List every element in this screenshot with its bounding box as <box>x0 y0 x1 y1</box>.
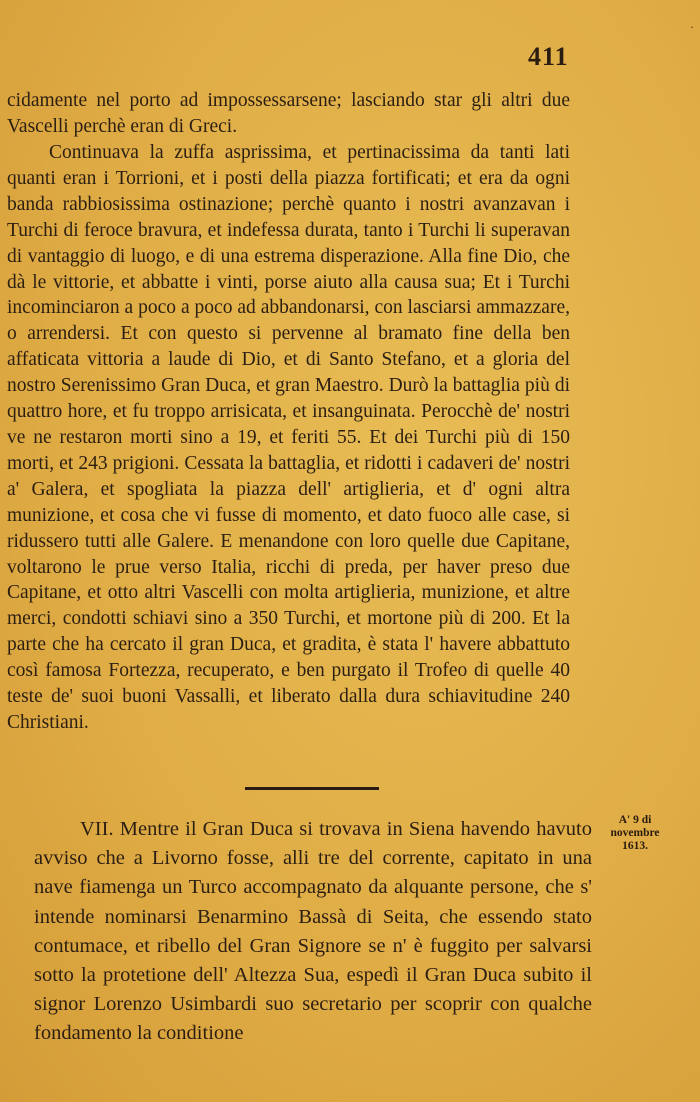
margin-note-line-2: novembre <box>610 827 660 839</box>
corner-mark: · <box>690 20 694 34</box>
paragraph-section-vii: VII. Mentre il Gran Duca si trovava in Siena havendo havuto avviso che a Livorno fosse, alli tre del corrente, capitato in una nave fiamenga un Turco accompagnato da alquante persone, che s' intende nominarsi Benarmino Bassà di Seita, che essendo stato contumace, et ribello del Gran Signore se n' è fuggito per salvarsi sotto la protetione dell' Altezza Sua, espedì il Gran Duca subito il signor Lorenzo Usimbardi suo secretario per scoprir con qualche fondamento la conditione <box>34 818 592 1045</box>
paragraph-battle: Continuava la zuffa asprissima, et pertinacissima da tanti lati quanti eran i Torrioni, et i posti della piazza fortificati; et era da ogni banda rabbiosissima ostinazione; perchè quanto i nostri avanzavan i Turchi di feroce bravura, et indefessa durata, tanto i Turchi li superavan di vantaggio di luogo, e di una estrema disperazione. Alla fine Dio, che dà le vittorie, et abbatte i vinti, porse aiuto alla causa sua; Et i Turchi incominciaron a poco a poco ad abbandonarsi, con lasciarsi ammazzare, o arrendersi. Et con questo si pervenne al bramato fine della ben affaticata vittoria a laude di Dio, et di Santo Stefano, et a gloria del nostro Serenissimo Gran Duca, et gran Maestro. Durò la battaglia più di quattro hore, et fu troppo arrisicata, et insanguinata. Perocchè de' nostri ve ne restaron morti sino a 19, et feriti 55. Et dei Turchi più di 150 morti, et 243 prigioni. Cessata la battaglia, et ridotti i cadaveri de' nostri a' Galera, et spogliata la piazza dell' artiglieria, et d' ogni altra munizione, et cosa che vi fusse di momento, et dato fuoco alle case, si ridussero tutti alle Galere. E menandone con loro quelle due Capitane, voltarono le prue verso Italia, ricchi di preda, per haver preso due Capitane, et otto altri Vascelli con molta artiglieria, munizione, et altre merci, condotti schiavi sino a 350 Turchi, et mortone più di 200. Et la parte che ha cercato il gran Duca, et gradita, è stata l' havere abbattuto così famosa Fortezza, recuperato, e ben purgato il Trofeo di quelle 40 teste de' suoi buoni Vassalli, et liberato dalla dura schiavitudine 240 Christiani. <box>7 142 570 733</box>
paragraph-continuation-line-1: cidamente nel porto ad impossessarsene; lasciando star gli altri due <box>7 90 570 111</box>
margin-note-line-1: A' 9 di <box>618 814 652 826</box>
paragraph-continuation <box>7 88 570 140</box>
page-number: 411 <box>528 42 569 71</box>
margin-date-note <box>596 814 674 853</box>
section-divider <box>245 787 379 790</box>
margin-note-line-3: 1613. <box>622 840 648 852</box>
paragraph-continuation-line-2: Vascelli perchè eran di Greci. <box>7 115 238 137</box>
